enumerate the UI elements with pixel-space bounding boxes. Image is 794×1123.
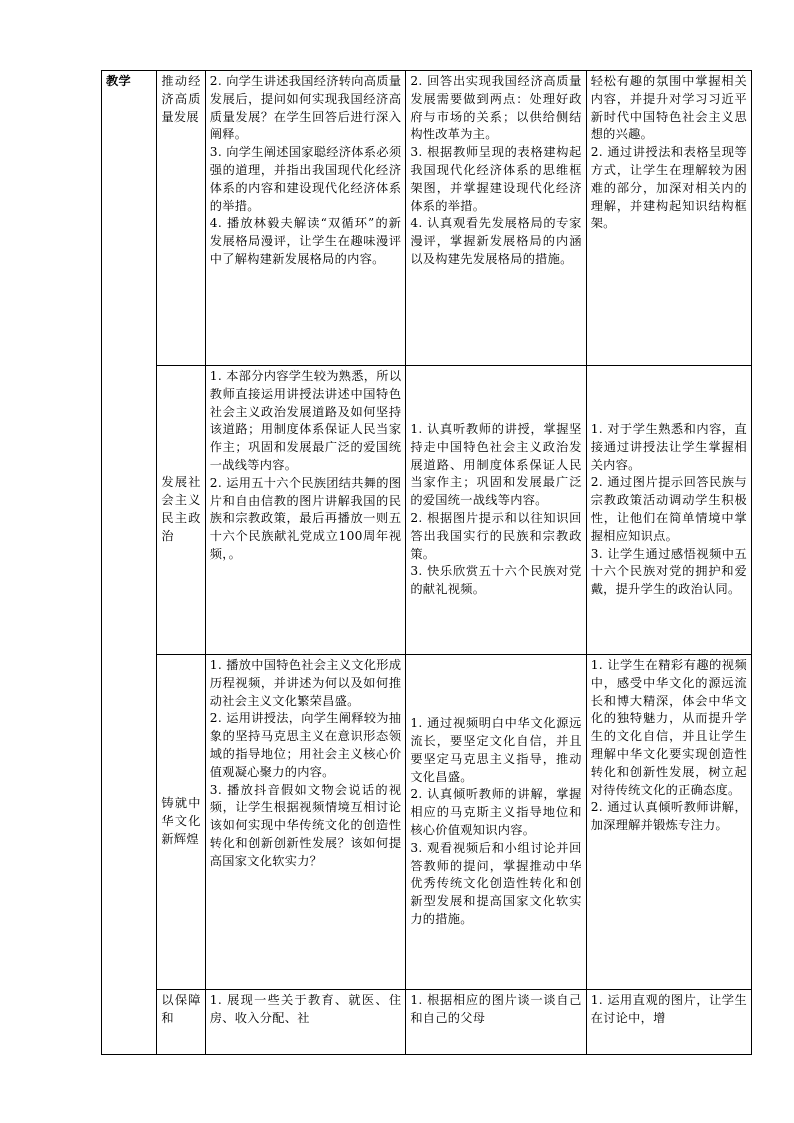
section-label: 教学 [106,74,131,88]
lesson-plan-table [101,70,752,1055]
design-intent-cell [586,71,751,366]
teacher-activity-item: 1. 展现一些关于教育、就医、住房、收入分配、社 [209,993,402,1025]
design-intent-cell [586,655,751,990]
teacher-activity-item: 1. 本部分内容学生较为熟悉，所以教师直接运用讲授法讲述中国特色社会主义政治发展道路及如何坚持该道路；用制度体系保证人民当家作主；巩固和发展最广泛的爱国统一战线等内容。 [209,369,402,472]
student-activity-item: 3. 观看视频后和小组讨论并回答教师的提问，掌握推动中华优秀传统文化创造性转化和创新型发展和提高国家文化软实力的措施。 [410,840,582,926]
student-activity-item: 4. 认真观看先发展格局的专家漫评，掌握新发展格局的内涵以及构建先发展格局的措施。 [410,216,582,266]
design-intent-item: 1. 对于学生熟悉和内容，直接通过讲授法让学生掌握相关内容。 [590,422,747,472]
student-activity-cell [406,71,586,366]
teacher-activity-item: 3. 播放抖音假如文物会说话的视频，让学生根据视频情境互相讨论该如何实现中华传统文化的创造性转化和创新创新性发展？该如何提高国家文化软实力？ [209,782,402,868]
teacher-activity-item: 2. 运用讲授法，向学生阐释较为抽象的坚持马克思主义在意识形态领域的指导地位；用社会主义核心价值观凝心聚力的内容。 [209,711,402,779]
student-activity-item: 2. 根据图片提示和以往知识回答出我国实行的民族和宗教政策。 [410,511,582,561]
student-activity-item: 1. 根据相应的图片谈一谈自己和自己的父母 [410,993,582,1025]
table-row [102,71,752,366]
topic-label: 发展社会主义民主政治 [161,475,201,543]
design-intent-item: 2. 通过讲授法和表格呈现等方式，让学生在理解较为困难的部分，加深对相关内的理解，并建构起知识结构框架。 [590,145,747,231]
topic-label: 推动经济高质量发展 [161,74,201,124]
student-activity-item: 3. 根据教师呈现的表格建构起我国现代化经济体系的思维框架图，并掌握建设现代化经济体系的举措。 [410,145,582,213]
topic-cell [157,366,205,655]
teacher-activity-item: 1. 播放中国特色社会主义文化形成历程视频，并讲述为何以及如何推动社会主义文化繁荣昌盛。 [209,658,402,708]
table-row [102,366,752,655]
student-activity-cell [406,366,586,655]
design-intent-item: 2. 通过认真倾听教师讲解，加深理解并锻炼专注力。 [590,800,747,833]
design-intent-item: 1. 让学生在精彩有趣的视频中，感受中华文化的源远流长和博大精深，体会中华文化的独特魅力，从而提升学生的文化自信，并且让学生理解中华文化要实现创造性转化和创新性发展，树立起对待传统文化的正确态度。 [590,658,747,797]
student-activity-item: 3. 快乐欣赏五十六个民族对党的献礼视频。 [410,564,582,597]
student-activity-cell [406,990,586,1055]
design-intent-cell [586,990,751,1055]
teacher-activity-item: 2. 向学生讲述我国经济转向高质量发展后，提问如何实现我国经济高质量发展？在学生回答后进行深入阐释。 [209,74,402,142]
topic-cell [157,655,205,990]
teacher-activity-item: 2. 运用五十六个民族团结共舞的图片和自由信教的图片讲解我国的民族和宗教政策，最后再播放一则五十六个民族献礼党成立100周年视频，。 [209,475,402,561]
design-intent-cell [586,366,751,655]
design-intent-item: 1. 运用直观的图片，让学生在讨论中，增 [590,993,747,1025]
student-activity-cell [406,655,586,990]
design-intent-item: 轻松有趣的氛围中掌握相关内容，并提升对学习习近平新时代中国特色社会主义思想的兴趣。 [590,74,747,142]
table-row [102,655,752,990]
teacher-activity-cell [205,71,406,366]
student-activity-item: 1. 通过视频明白中华文化源远流长，要坚定文化自信，并且要坚定马克思主义指导，推动文化昌盛。 [410,716,582,784]
design-intent-item: 2. 通过图片提示回答民族与宗教政策活动调动学生积极性，让他们在简单情境中掌握相应知识点。 [590,475,747,543]
student-activity-item: 2. 认真倾听教师的讲解，掌握相应的马克斯主义指导地位和核心价值观知识内容。 [410,787,582,837]
student-activity-item: 1. 认真听教师的讲授，掌握坚持走中国特色社会主义政治发展道路、用制度体系保证人民当家作主；巩固和发展最广泛的爱国统一战线等内容。 [410,422,582,508]
teacher-activity-item: 4. 播放林毅夫解读“双循环”的新发展格局漫评，让学生在趣味漫评中了解构建新发展格局的内容。 [209,216,402,266]
topic-label: 铸就中华文化新辉煌 [161,796,201,846]
section-label-cell [102,71,157,1055]
topic-cell [157,990,205,1055]
student-activity-item: 2. 回答出实现我国经济高质量发展需要做到两点：处理好政府与市场的关系；以供给侧结构性改革为主。 [410,74,582,142]
table-row [102,990,752,1055]
topic-label: 以保障和 [161,993,201,1025]
teacher-activity-item: 3. 向学生阐述国家聪经济体系必须强的道理，并指出我国现代化经济体系的内容和建设现代化经济体系的举措。 [209,145,402,213]
teacher-activity-cell [205,990,406,1055]
teacher-activity-cell [205,655,406,990]
teacher-activity-cell [205,366,406,655]
topic-cell [157,71,205,366]
design-intent-item: 3. 让学生通过感悟视频中五十六个民族对党的拥护和爱戴，提升学生的政治认同。 [590,546,747,597]
